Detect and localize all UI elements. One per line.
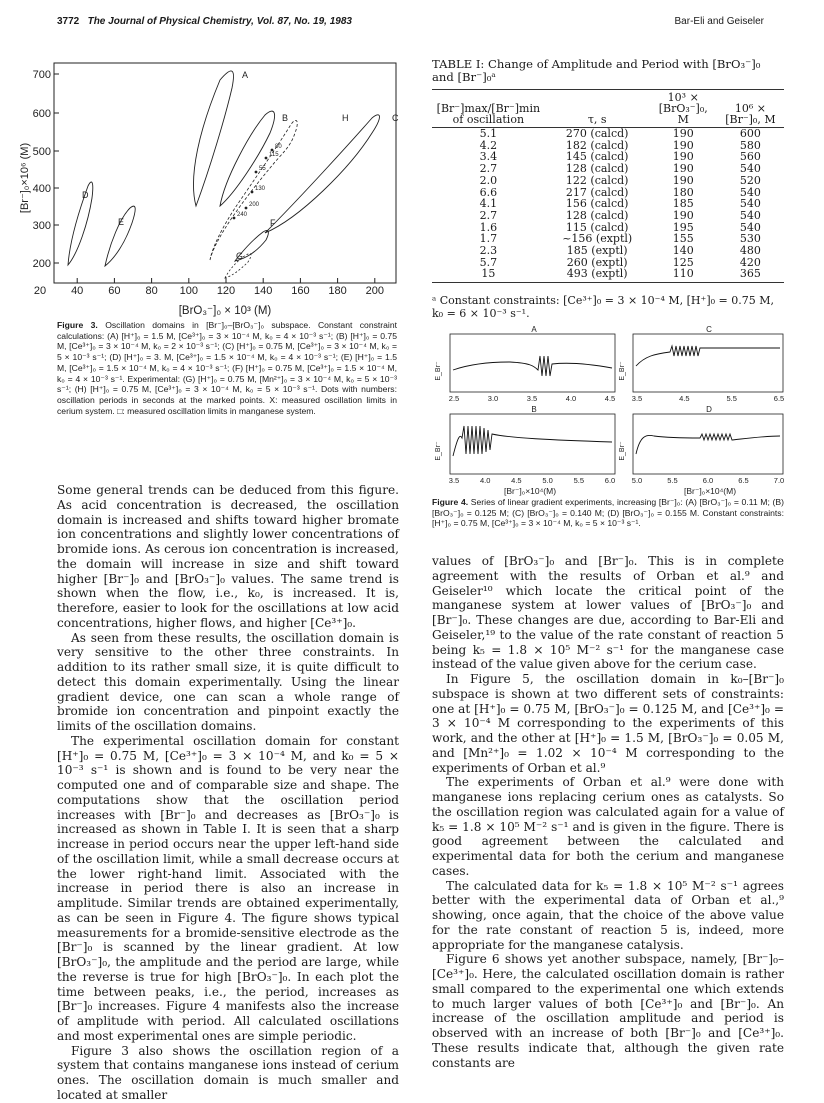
table-cell: 217 (calcd) bbox=[565, 185, 629, 199]
left-column-body bbox=[57, 483, 399, 1103]
fig3-x-tick-label: 60 bbox=[108, 285, 121, 297]
table-cell: 2.0 bbox=[479, 173, 498, 187]
fig3-y-tick-label: 400 bbox=[32, 183, 51, 195]
fig3-point-label: 200 bbox=[249, 202, 260, 208]
table-cell: 420 bbox=[739, 255, 761, 269]
table-cell: ~156 (exptl) bbox=[562, 232, 633, 246]
fig3-point bbox=[245, 207, 248, 210]
fig3-point-label: 115 bbox=[269, 152, 279, 158]
table-cell: 540 bbox=[739, 197, 761, 211]
fig4-tick-label: 4.5 bbox=[511, 476, 522, 485]
table-cell: 15 bbox=[432, 268, 545, 282]
fig4-trace-b bbox=[453, 426, 612, 456]
fig4-tick-label: 5.5 bbox=[667, 476, 678, 485]
table-cell: 365 bbox=[717, 268, 784, 282]
table-cell: 190 bbox=[672, 127, 694, 140]
table-cell: 122 (calcd) bbox=[565, 173, 629, 187]
table-1-title: TABLE I: Change of Amplitude and Period with [BrO₃⁻]₀ and [Br⁻]₀ᵃ bbox=[432, 57, 761, 84]
domain-d-curve bbox=[68, 182, 93, 265]
table-cell: 185 bbox=[672, 197, 694, 211]
fig3-point-label: 240 bbox=[237, 212, 248, 218]
table-cell: 190 bbox=[672, 173, 694, 187]
table-cell: 145 (calcd) bbox=[565, 150, 629, 164]
page-number: 3772 bbox=[57, 16, 80, 27]
table-cell: 1.6 bbox=[479, 220, 498, 234]
fig4-tick-label: 5.0 bbox=[542, 476, 553, 485]
table-cell: 540 bbox=[739, 185, 761, 199]
body-paragraph: In Figure 5, the oscillation domain in k₀–[Br⁻]₀ subspace is shown at two different sets of constraints: one at [H⁺]₀ = 0.75 M, [BrO₃⁻]₀ = 0.125 M, and [Ce³⁺]₀ = 3 × 10⁻⁴ M corresponding to the experiments of this work, and the other at [H⁺]₀ = 1.5 M, [BrO₃⁻]₀ = 0.05 M, and [Mn²⁺]₀ = 1.02 × 10⁻⁴ M corresponding to the experiments of Orban et al.⁹ bbox=[432, 672, 784, 775]
fig3-y-axis-label: [Br⁻]₀×10⁶ (M) bbox=[20, 142, 31, 214]
domain-h-experimental-curve bbox=[210, 120, 297, 260]
table-cell: 4.1 bbox=[479, 197, 498, 211]
table-cell: 540 bbox=[739, 208, 761, 222]
figure-4-caption bbox=[432, 497, 784, 529]
domain-a-curve bbox=[193, 71, 233, 206]
table-cell: 493 (exptl) bbox=[545, 268, 650, 282]
figure-4-caption-text: Series of linear gradient experiments, increasing [Br⁻]₀: (A) [BrO₃⁻]₀ = 0.11 M; (B) [BrO₃⁻]₀ = 0.125 M; (C) [BrO₃⁻]₀ = 0.140 M; (D) [BrO₃⁻]₀ = 0.155 M. Constant constraints: [H⁺]₀ = 0.75 M, [Ce³⁺]₀ = 3 × 10⁻⁴ M, k₀ = 5 × 10⁻³ s⁻¹. bbox=[432, 497, 784, 529]
table-cell: 600 bbox=[739, 127, 761, 140]
table-header: 10³ × [BrO₃⁻]₀, M bbox=[650, 90, 717, 128]
fig4-panel-label: B bbox=[531, 405, 537, 414]
fig3-point-label: 80 bbox=[275, 144, 282, 150]
table-cell: 182 (calcd) bbox=[565, 138, 629, 152]
figure-3 bbox=[20, 58, 405, 320]
fig3-domain-label: D bbox=[82, 190, 89, 200]
running-header-left bbox=[57, 16, 352, 27]
fig4-tick-label: 6.0 bbox=[604, 476, 616, 485]
body-paragraph: The experiments of Orban et al.⁹ were done with manganese ions replacing cerium ones as catalysts. So the oscillation region was calculated again for a value of k₅ = 1.8 × 10⁵ M⁻² s⁻¹ and is given in the figure. There is good agreement between the calculated and experimental data for both the cerium and manganese cases. bbox=[432, 775, 784, 878]
fig4-y-label-b: E_Br⁻ bbox=[435, 441, 442, 461]
table-cell: 128 (calcd) bbox=[565, 162, 629, 176]
fig3-domain-label: B bbox=[282, 113, 289, 123]
fig4-tick-label: 3.5 bbox=[526, 394, 538, 403]
fig4-tick-label: 5.5 bbox=[573, 476, 585, 485]
figure-4 bbox=[430, 326, 792, 496]
domain-c-curve bbox=[265, 115, 380, 233]
fig3-y-tick-label: 200 bbox=[32, 258, 51, 270]
table-row bbox=[432, 175, 784, 187]
table-cell: 260 (exptl) bbox=[566, 255, 628, 269]
fig4-tick-label: 4.0 bbox=[479, 476, 491, 485]
fig4-tick-label: 6.5 bbox=[773, 394, 785, 403]
fig3-x-tick-label: 160 bbox=[291, 285, 310, 297]
fig4-panel-c-frame bbox=[633, 334, 783, 392]
figure-3-caption bbox=[57, 320, 397, 416]
figure-4-caption-label: Figure 4. bbox=[432, 497, 469, 507]
fig3-point bbox=[251, 191, 254, 194]
fig3-x-tick-label: 40 bbox=[71, 285, 84, 297]
table-cell: 110 bbox=[650, 268, 717, 282]
table-cell: 5.1 bbox=[479, 127, 498, 140]
fig3-x-tick-label: 200 bbox=[365, 285, 384, 297]
table-cell: 190 bbox=[672, 138, 694, 152]
body-paragraph: Some general trends can be deduced from this figure. As acid concentration is decreased, the oscillation domain is increased and shifts toward higher bromate ion concentrations and slightly lower concentrations of bromide ions. As cerous ion concentration is increased, the domain will increase in size and shift toward higher [Br⁻]₀ and [BrO₃⁻]₀ values. The same trend is shown when the flow, i.e., k₀, is increased. It is, therefore, easier to look for the oscillations at low acid concentrations, higher flows, and higher [Ce³⁺]₀. bbox=[57, 483, 399, 630]
figure-3-caption-text: Oscillation domains in [Br⁻]₀–[BrO₃⁻]₀ subspace. Constant constraint calculations: (A) [H⁺]₀ = 1.5 M, [Ce³⁺]₀ = 3 × 10⁻⁴ M, k₀ = 4 × 10⁻³ s⁻¹; (B) [H⁺]₀ = 0.75 M, [Ce³⁺]₀ = 3 × 10⁻⁴ M, k₀ = 2 × 10⁻³ s⁻¹; (C) [H⁺]₀ = 0.75 M, [Ce³⁺]₀ = 3 × 10⁻⁴ M, k₀ = 5 × 10⁻³ s⁻¹; (D) [H⁺]₀ = 3. M, [Ce³⁺]₀ = 1.5 × 10⁻⁴ M, k₀ = 4 × 10⁻³ s⁻¹; (E) [H⁺]₀ = 1.5 M, [Ce³⁺]₀ = 1.5 × 10⁻⁴ M, k₀ = 4 × 10⁻³ s⁻¹; (F) [H⁺]₀ = 0.75 M, [Ce³⁺]₀ = 1.5 × 10⁻⁴ M, k₀ = 4 × 10⁻³ s⁻¹. Experimental: (G) [H⁺]₀ = 0.75 M, [Mn²⁺]₀ = 3 × 10⁻⁴ M, k₀ = 5 × 10⁻³ s⁻¹; (H) [H⁺]₀ = 0.75 M, [Ce³⁺]₀ = 3 × 10⁻⁴ M, k₀ = 5 × 10⁻³ s⁻¹. Dots with numbers: oscillation periods in seconds at the marked points. X: measured oscillation limits in cerium system. □: measured oscillation limits in manganese system. bbox=[57, 320, 398, 416]
fig3-point bbox=[255, 171, 258, 174]
fig3-point bbox=[233, 217, 236, 220]
fig4-tick-label: 2.5 bbox=[448, 394, 460, 403]
body-paragraph: As seen from these results, the oscillation domain is very sensitive to the other three constraints. In addition to its rather small size, it is quite difficult to detect this domain experimentally. Using the linear gradient device, one can scan a whole range of bromide ion concentration and pinpoint exactly the limits of the oscillation domains. bbox=[57, 630, 399, 733]
fig3-domain-label: F bbox=[270, 218, 276, 228]
table-cell: 6.6 bbox=[479, 185, 498, 199]
fig4-panel-label: D bbox=[706, 405, 712, 414]
table-cell: 560 bbox=[739, 150, 761, 164]
fig4-y-label-d: E_Br⁻ bbox=[619, 441, 626, 461]
fig3-x-tick-label: 120 bbox=[216, 285, 236, 297]
journal-citation: The Journal of Physical Chemistry, Vol. 87, No. 19, 1983 bbox=[87, 16, 352, 27]
fig3-x-axis-label: [BrO₃⁻]₀ × 10³ (M) bbox=[178, 305, 272, 317]
fig3-domain-label: E bbox=[118, 217, 125, 227]
fig4-tick-label: 3.5 bbox=[448, 476, 460, 485]
fig3-point bbox=[271, 149, 274, 152]
table-cell: 195 bbox=[672, 220, 694, 234]
fig3-point-label: 130 bbox=[255, 186, 266, 192]
fig4-x-label-left: [Br⁻]₀×10⁴(M) bbox=[503, 486, 557, 496]
table-cell: 2.3 bbox=[479, 244, 498, 258]
table-cell: 5.7 bbox=[479, 255, 498, 269]
fig4-trace-d bbox=[636, 434, 780, 454]
table-row bbox=[432, 210, 784, 222]
table-cell: 190 bbox=[672, 208, 694, 222]
fig4-panel-d-frame bbox=[633, 414, 783, 474]
table-cell: 156 (calcd) bbox=[565, 197, 629, 211]
table-cell: 4.2 bbox=[479, 138, 498, 152]
fig3-domain-label: G bbox=[236, 251, 244, 261]
table-row bbox=[432, 245, 784, 257]
table-cell: 480 bbox=[739, 244, 761, 258]
table-row bbox=[432, 268, 784, 282]
fig4-tick-label: 5.5 bbox=[726, 394, 737, 403]
fig4-trace-a bbox=[453, 356, 612, 376]
table-cell: 2.7 bbox=[479, 208, 498, 222]
table-cell: 190 bbox=[672, 150, 694, 164]
body-paragraph: The calculated data for k₅ = 1.8 × 10⁵ M⁻² s⁻¹ agrees better with the experimental data of Orban et al.,⁹ showing, once again, that the choice of the above value for the rate constant of reaction 5 is, indeed, more appropriate for the manganese catalysis. bbox=[432, 878, 784, 952]
fig4-y-label-a: E_Br⁻ bbox=[435, 361, 442, 381]
fig3-y-tick-label: 500 bbox=[32, 146, 51, 158]
table-cell: 2.7 bbox=[479, 162, 498, 176]
fig4-panel-label: C bbox=[706, 326, 712, 334]
fig3-x-tick-label: 180 bbox=[328, 285, 347, 297]
table-cell: 520 bbox=[739, 173, 761, 187]
table-1-footnote: ᵃ Constant constraints: [Ce³⁺]₀ = 3 × 10⁻⁴ M, [H⁺]₀ = 0.75 M, k₀ = 6 × 10⁻³ s⁻¹. bbox=[432, 294, 774, 320]
fig4-tick-label: 7.0 bbox=[773, 476, 785, 485]
fig4-panel-label: A bbox=[531, 326, 537, 334]
fig4-tick-label: 3.0 bbox=[487, 394, 499, 403]
table-1 bbox=[432, 89, 784, 283]
fig3-x-tick-label: 20 bbox=[33, 285, 47, 297]
fig3-domain-label: C bbox=[392, 113, 399, 123]
fig3-y-tick-label: 300 bbox=[32, 220, 51, 232]
table-header: [Br⁻]max/[Br⁻]min of oscillation bbox=[432, 90, 545, 128]
fig3-x-tick-label: 80 bbox=[145, 285, 158, 297]
fig4-tick-label: 6.5 bbox=[738, 476, 749, 485]
fig3-x-tick-label: 140 bbox=[254, 285, 273, 297]
table-cell: 155 bbox=[672, 232, 694, 246]
table-cell: 185 (exptl) bbox=[566, 244, 628, 258]
figure-3-caption-label: Figure 3. bbox=[57, 320, 98, 330]
table-cell: 530 bbox=[739, 232, 761, 246]
fig3-point bbox=[265, 157, 268, 160]
table-row bbox=[432, 128, 784, 140]
table-cell: 115 (calcd) bbox=[565, 220, 629, 234]
fig3-domain-label: A bbox=[242, 70, 249, 80]
table-cell: 125 bbox=[672, 255, 694, 269]
domain-e-curve bbox=[105, 206, 135, 266]
body-paragraph: Figure 6 shows yet another subspace, namely, [Br⁻]₀–[Ce³⁺]₀. Here, the calculated oscillation domain is rather small compared to the experimental one which extends to much larger values of both [Ce³⁺]₀ and [Br⁻]₀. An increase of the oscillation amplitude and period is observed with an increase of both [Br⁻]₀ and [Ce³⁺]₀. These results indicate that, although the given rate constants are bbox=[432, 952, 784, 1070]
table-cell: 3.4 bbox=[479, 150, 498, 164]
table-cell: 270 (calcd) bbox=[565, 127, 629, 140]
fig4-panel-a-frame bbox=[450, 334, 615, 392]
body-paragraph: The experimental oscillation domain for constant [H⁺]₀ = 0.75 M, [Ce³⁺]₀ = 3 × 10⁻⁴ M, and k₀ = 5 × 10⁻³ s⁻¹ is shown and is found to be very near the computed one and of comparable size and shape. The computations show that the oscillation period increases with [Br⁻]₀ and decreases as [BrO₃⁻]₀ is increased as shown in Table I. It is seen that a sharp increase in period occurs near the upper left-hand side of the oscillation limit, while a small decrease occurs at the lower right-hand limit. Associated with the increase in period there is also an increase in amplitude. Similar trends are obtained experimentally, as can be seen in Figure 4. The figure shows typical measurements for a bromide-sensitive electrode as the [Br⁻]₀ is scanned by the linear gradient. At low [BrO₃⁻]₀, the amplitude and the period are large, while the reverse is true for high [BrO₃⁻]₀. In each plot the time between peaks, i.e., the period, increases as [Br⁻]₀ increases. Figure 4 manifests also the increase of amplitude with period. All calculated oscillations and most experimental ones are simple periodic. bbox=[57, 733, 399, 1043]
right-column-body bbox=[432, 554, 784, 1070]
table-cell: 1.7 bbox=[479, 232, 498, 246]
fig3-domain-label: H bbox=[342, 113, 349, 123]
table-cell: 540 bbox=[739, 162, 761, 176]
fig3-point-label: 55 bbox=[259, 166, 266, 172]
table-cell: 128 (calcd) bbox=[565, 208, 629, 222]
fig3-y-tick-label: 600 bbox=[32, 108, 51, 120]
fig4-tick-label: 6.0 bbox=[702, 476, 714, 485]
fig4-tick-label: 4.0 bbox=[565, 394, 577, 403]
table-cell: 540 bbox=[739, 220, 761, 234]
running-header-authors: Bar-Eli and Geiseler bbox=[674, 16, 764, 27]
fig4-y-label-c: E_Br⁻ bbox=[619, 361, 626, 381]
fig4-tick-label: 5.0 bbox=[631, 476, 643, 485]
table-cell: 580 bbox=[739, 138, 761, 152]
table-cell: 140 bbox=[672, 244, 694, 258]
fig4-tick-label: 3.5 bbox=[631, 394, 643, 403]
fig3-x-tick-label: 100 bbox=[179, 285, 198, 297]
body-paragraph: Figure 3 also shows the oscillation region of a system that contains manganese ions instead of cerium ones. The oscillation domain is much smaller and located at smaller bbox=[57, 1043, 399, 1102]
fig3-y-tick-label: 700 bbox=[32, 69, 51, 81]
fig3-plot-frame bbox=[54, 63, 396, 283]
table-cell: 180 bbox=[672, 185, 694, 199]
fig4-trace-c bbox=[636, 346, 780, 366]
table-header: τ, s bbox=[545, 90, 650, 128]
table-cell: 190 bbox=[672, 162, 694, 176]
body-paragraph: values of [BrO₃⁻]₀ and [Br⁻]₀. This is in complete agreement with the results of Orban et al.⁹ and Geiseler¹⁰ which locate the critical point of the manganese system at lower values of [BrO₃⁻]₀ and [Br⁻]₀. These changes are due, according to Bar-Eli and Geiseler,¹⁹ to the value of the rate constant of reaction 5 being k₅ = 1.8 × 10⁵ M⁻² s⁻¹ for the manganese case instead of the value given above for the cerium case. bbox=[432, 554, 784, 672]
table-header: 10⁶ × [Br⁻]₀, M bbox=[717, 90, 784, 128]
fig4-x-label-right: [Br⁻]₀×10⁴(M) bbox=[683, 486, 737, 496]
fig4-tick-label: 4.5 bbox=[604, 394, 616, 403]
fig4-tick-label: 4.5 bbox=[679, 394, 690, 403]
